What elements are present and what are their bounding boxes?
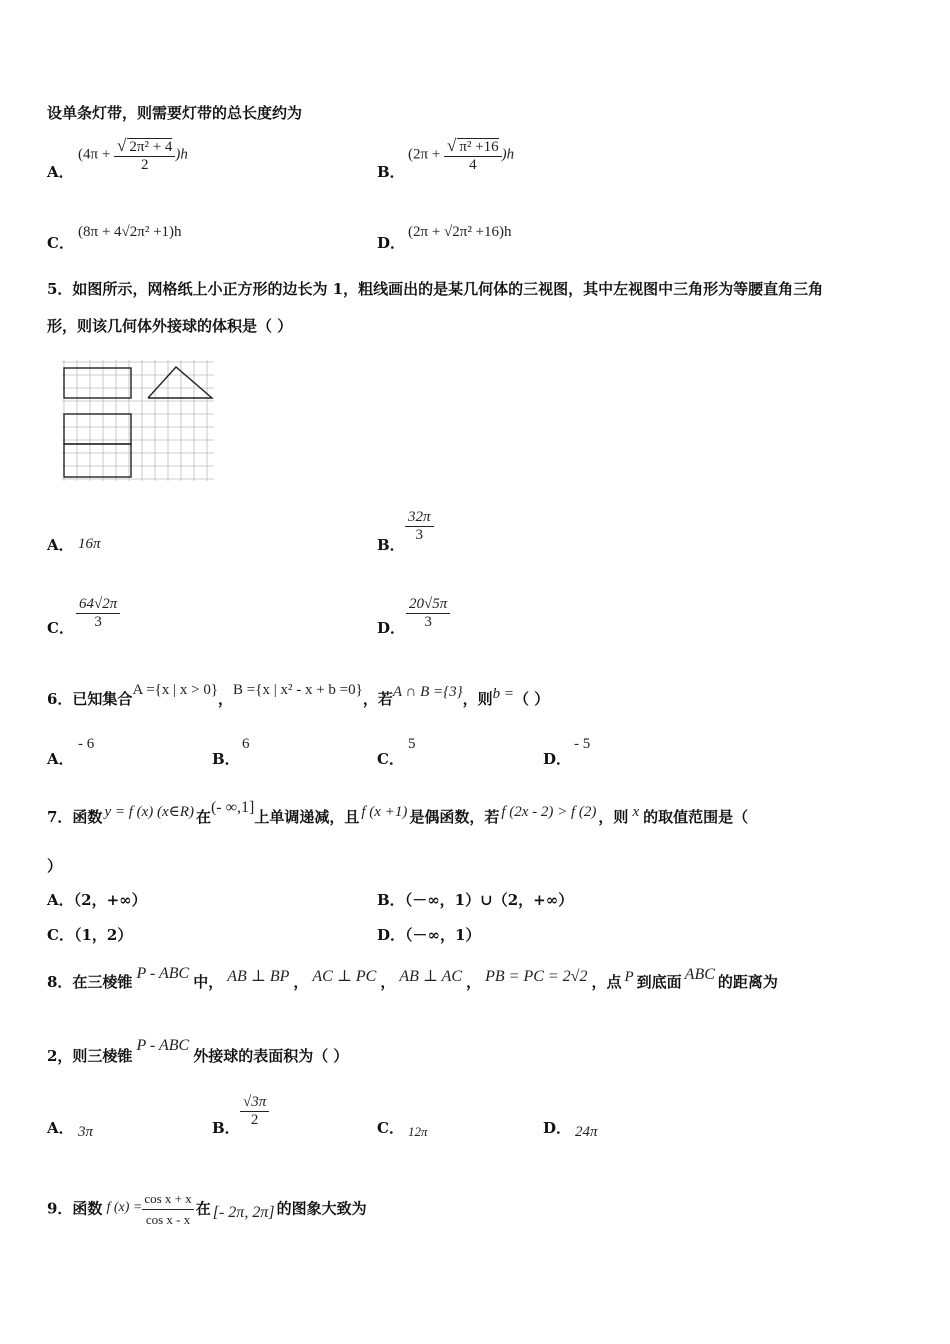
q5-option-c-math: $\frac{64√2\pi}{3}$ <box>76 596 120 631</box>
q5-option-d-math: $\frac{20√5\pi}{3}$ <box>406 596 450 631</box>
q8-option-a-math: 3π <box>78 1124 94 1140</box>
q7-stem-close: ） <box>47 857 63 875</box>
q6-option-b-math: 6 <box>242 736 250 752</box>
q4-option-a-letter: A． <box>47 163 74 181</box>
q8-option-b-letter: B． <box>212 1119 240 1137</box>
q4-option-c-math: (8π + 4√2π² +1)h <box>78 224 182 240</box>
q5-option-b-letter: B． <box>377 536 405 554</box>
q6-stem: 6．已知集合A ={x | x > 0}，B ={x | x² - x + b =0}，若A ∩ B ={3}，则b =（ ） <box>47 682 550 708</box>
q5-stem-line2: 形，则该几何体外接球的体积是（ ） <box>47 317 293 335</box>
q5-option-a-letter: A． <box>47 536 74 554</box>
q8-stem-line2: 2，则三棱锥P - ABC外接球的表面积为（ ） <box>47 1037 349 1065</box>
q4-option-d-math: (2π + √2π² +16)h <box>408 224 512 240</box>
q7-stem: 7．函数 y = f (x) (x∈R) 在(- ∞,1]上单调递减，且 f (x +1) 是偶函数，若 f (2x - 2) > f (2) ，则 x 的取值范围是（ <box>47 799 749 826</box>
q5-option-c-letter: C． <box>47 619 74 637</box>
q6-option-c-letter: C． <box>377 750 404 768</box>
q6-option-d-letter: D． <box>543 750 572 768</box>
q5-option-a-math: 16π <box>78 536 101 552</box>
q7-option-b: B．（－∞，1）∪（2，+∞） <box>377 891 574 909</box>
q7-option-a: A．（2，+∞） <box>47 891 147 909</box>
q8-stem-line1: 8．在三棱锥 P - ABC 中， AB ⊥ BP ， AC ⊥ PC ， AB ⊥ AC ， PB = PC = 2√2 ，点 P 到底面 ABC 的距离为 <box>47 965 778 991</box>
q8-option-c-letter: C． <box>377 1119 404 1137</box>
q6-option-c-math: 5 <box>408 736 416 752</box>
q7-option-c: C．（1，2） <box>47 926 133 944</box>
question-4-stem-tail: 设单条灯带，则需要灯带的总长度约为 <box>47 104 303 122</box>
q8-option-c-math: 12π <box>408 1124 428 1139</box>
q9-stem: 9．函数 f (x) = $\frac{\text{cos x + x}}{\text{cos x - x}}$ 在 [- 2π, 2π] 的图象大致为 <box>47 1191 367 1227</box>
q8-option-a-letter: A． <box>47 1119 74 1137</box>
q8-option-d-math: 24π <box>575 1124 598 1140</box>
q4-option-b-letter: B． <box>377 163 405 181</box>
q6-option-a-math: - 6 <box>78 736 95 752</box>
q4-option-a-math: (4π + $\frac{\text{√ 2π² + 4}}{2}$ )h <box>78 136 188 173</box>
q5-option-b-math: $\frac{32\pi}{3}$ <box>405 509 434 544</box>
q6-option-d-math: - 5 <box>574 736 591 752</box>
q8-option-b-math: $\frac{√3\pi}{2}$ <box>240 1094 269 1129</box>
q5-option-d-letter: D． <box>377 619 406 637</box>
q6-option-b-letter: B． <box>212 750 240 768</box>
q7-option-d: D．（－∞，1） <box>377 926 481 944</box>
q6-option-a-letter: A． <box>47 750 74 768</box>
q5-three-view-grid-figure <box>58 358 218 484</box>
q8-option-d-letter: D． <box>543 1119 572 1137</box>
q4-option-b-math: (2π + $\frac{\text{√ π² +16}}{4}$ )h <box>408 136 515 173</box>
q4-option-d-letter: D． <box>377 234 406 252</box>
q5-stem-line1: 5．如图所示，网格纸上小正方形的边长为 1，粗线画出的是某几何体的三视图，其中左视图中三角形为等腰直角三角 <box>47 280 824 298</box>
q4-option-c-letter: C． <box>47 234 74 252</box>
